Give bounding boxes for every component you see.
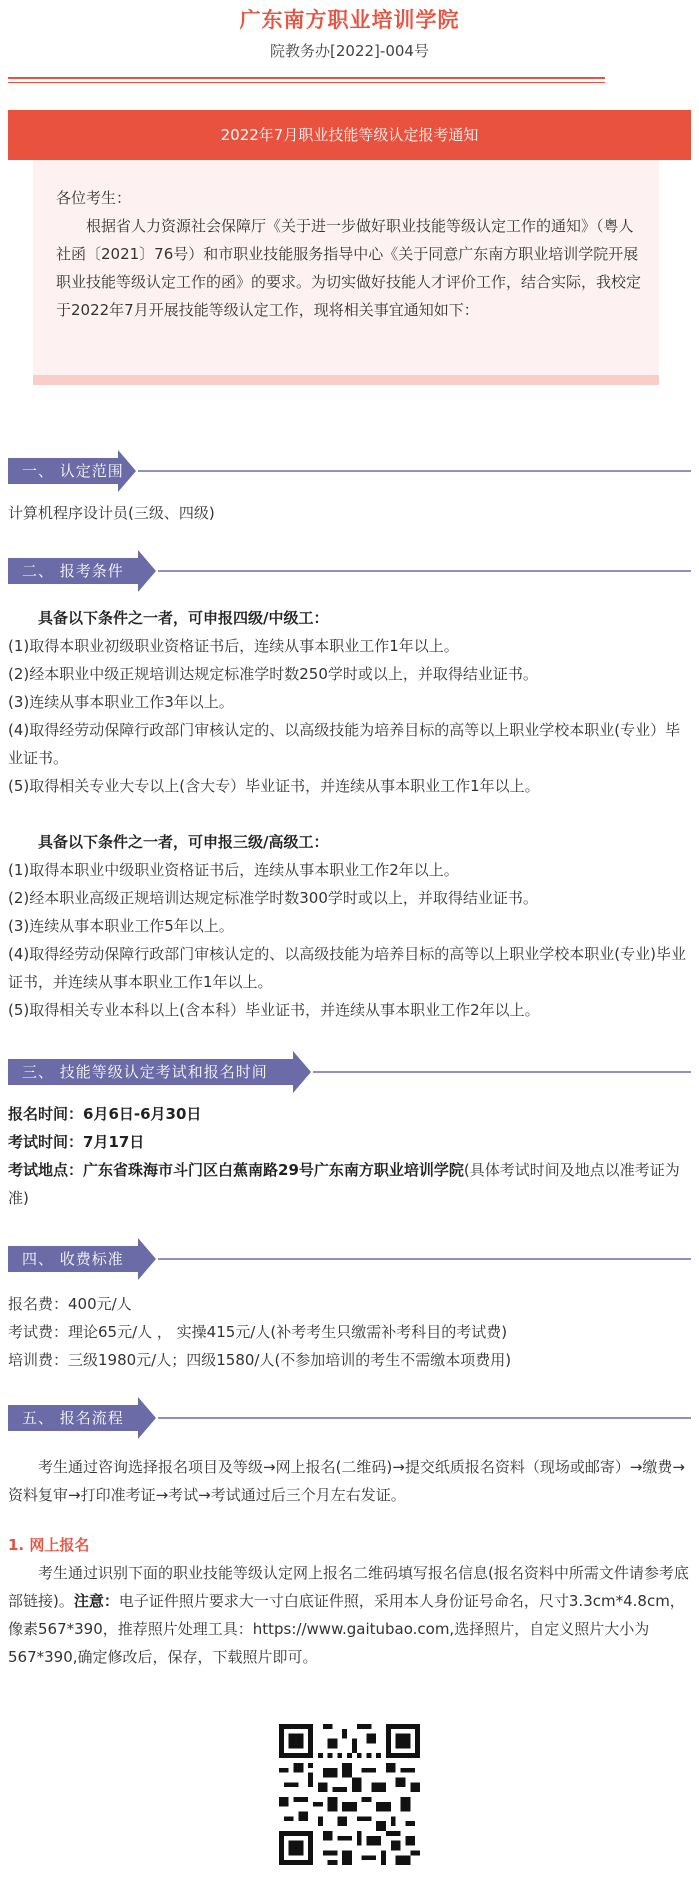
condition-item: (3)连续从事本职业工作5年以上。: [8, 917, 234, 935]
notice-text: [56, 184, 646, 324]
notice-box-shadow: [33, 375, 659, 385]
condition-item: (4)取得经劳动保障行政部门审核认定的、以高级技能为培养目标的高等以上职业学校本职业(专业)毕业证书，并连续从事本职业工作1年以上。: [8, 945, 686, 991]
header-divider-thin: [8, 82, 605, 83]
notice-banner-title: 2022年7月职业技能等级认定报考通知: [8, 110, 691, 160]
section-conditions-content: [8, 604, 691, 1024]
process-flow: 考生通过咨询选择报名项目及等级→网上报名(二维码)→提交纸质报名资料（现场或邮寄）→缴费→资料复审→打印准考证→考试→考试通过后三个月左右发证。: [8, 1458, 685, 1504]
fee-item: 报名费：400元/人: [8, 1295, 132, 1313]
online-signup-text: [8, 1559, 691, 1671]
section-header-conditions: [8, 550, 691, 592]
section-fees-content: [8, 1290, 691, 1374]
online-signup-note-label: 注意：: [73, 1592, 119, 1610]
exam-place-note: (具体考试时间及地点以准考证为准): [8, 1161, 680, 1207]
scope-text: 计算机程序设计员(三级、四级): [8, 504, 215, 522]
condition-item: (1)取得本职业中级职业资格证书后，连续从事本职业工作2年以上。: [8, 861, 459, 879]
condition-item: (5)取得相关专业本科以上(含本科）毕业证书，并连续从事本职业工作2年以上。: [8, 1001, 540, 1019]
fee-item: 培训费：三级1980元/人；四级1580/人(不参加培训的考生不需缴本项费用): [8, 1351, 512, 1369]
section-header-scope: [8, 450, 691, 492]
section-title: 三、 技能等级认定考试和报名时间: [22, 1063, 268, 1081]
online-signup-intro: 考生通过识别下面的职业技能等级认定网上报名二维码填写报名信息(报名资料中所需文件请参考底部链接)。: [8, 1564, 689, 1610]
condition-item: (4)取得经劳动保障行政部门审核认定的、以高级技能为培养目标的高等以上职业学校本职业(专业）毕业证书。: [8, 721, 681, 767]
section-header-exam-time: [8, 1051, 691, 1093]
header-divider: [8, 77, 605, 79]
condition-item: (1)取得本职业初级职业资格证书后，连续从事本职业工作1年以上。: [8, 637, 459, 655]
section-exam-time-content: [8, 1100, 691, 1212]
condition-item: (5)取得相关专业大专以上(含大专）毕业证书，并连续从事本职业工作1年以上。: [8, 777, 540, 795]
section-process-content: [8, 1453, 691, 1671]
notice-greeting: 各位考生：: [56, 189, 132, 207]
fee-item: 考试费：理论65元/人 ， 实操415元/人(补考考生只缴需补考科目的考试费): [8, 1323, 508, 1341]
org-title: 广东南方职业培训学院: [239, 8, 460, 32]
section-title: 四、 收费标准: [22, 1250, 124, 1268]
section-header-fees: [8, 1238, 691, 1280]
exam-place: [8, 1156, 691, 1212]
exam-place-address: 考试地点：广东省珠海市斗门区白蕉南路29号广东南方职业培训学院: [8, 1161, 464, 1179]
section-header-process: [8, 1397, 691, 1439]
section-title: 一、 认定范围: [22, 462, 124, 480]
level3-heading: 具备以下条件之一者，可申报三级/高级工：: [38, 833, 329, 851]
notice-body: 根据省人力资源社会保障厅《关于进一步做好职业技能等级认定工作的通知》（粤人社函〔2021〕76号）和市职业技能服务指导中心《关于同意广东南方职业培训学院开展职业技能等级认定工作的函》的要求。为切实做好技能人才评价工作，结合实际，我校定于2022年7月开展技能等级认定工作，现将相关事宜通知如下：: [56, 217, 642, 319]
document-number: 院教务办[2022]-004号: [270, 42, 429, 60]
signup-time: 报名时间：6月6日-6月30日: [8, 1105, 202, 1123]
online-signup-note: 电子证件照片要求大一寸白底证件照，采用本人身份证号命名，尺寸3.3cm*4.8cm，像素567*390，推荐照片处理工具：https://www.gaitubao.com,选择照片，自定义照片大小为567*390,确定修改后，保存，下载照片即可。: [8, 1592, 685, 1666]
section-scope-content: [8, 499, 691, 527]
section-title: 二、 报考条件: [22, 562, 124, 580]
section-title: 五、 报名流程: [22, 1409, 124, 1427]
condition-item: (2)经本职业高级正规培训达规定标准学时数300学时或以上，并取得结业证书。: [8, 889, 538, 907]
condition-item: (2)经本职业中级正规培训达规定标准学时数250学时或以上，并取得结业证书。: [8, 665, 538, 683]
condition-item: (3)连续从事本职业工作3年以上。: [8, 693, 234, 711]
level4-heading: 具备以下条件之一者，可申报四级/中级工：: [38, 609, 329, 627]
qr-code-icon[interactable]: [279, 1724, 420, 1865]
online-signup-heading: 1. 网上报名: [8, 1536, 90, 1554]
exam-time: 考试时间：7月17日: [8, 1133, 145, 1151]
